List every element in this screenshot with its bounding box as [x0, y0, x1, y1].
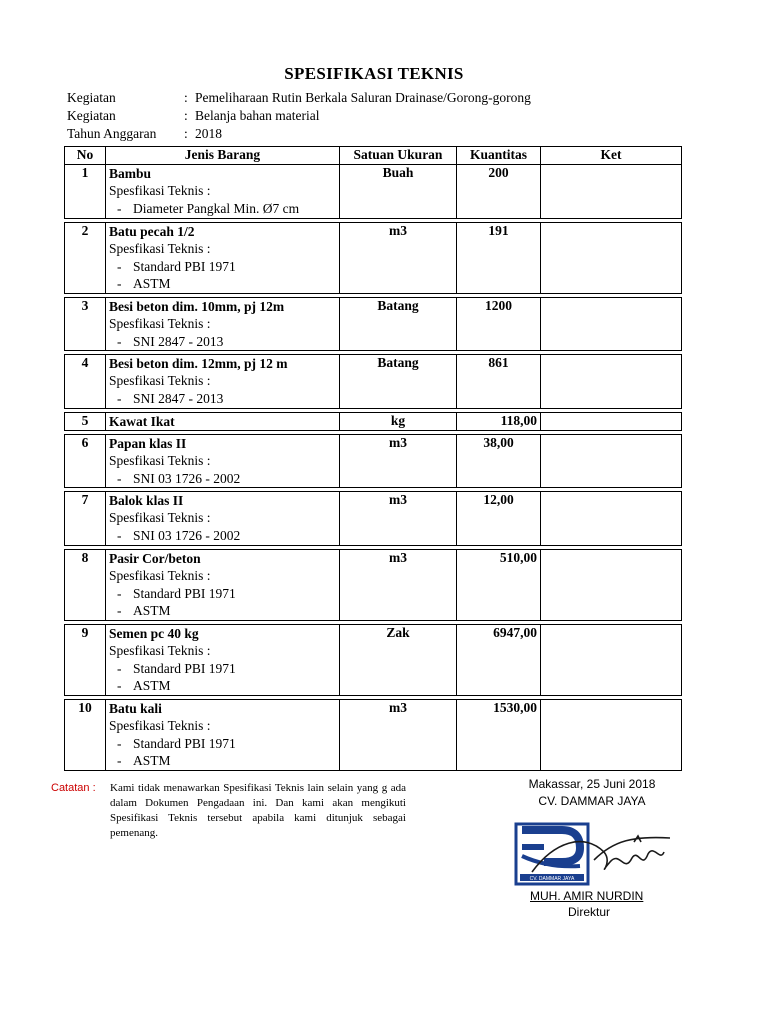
column-header-notes: Ket	[541, 147, 682, 165]
spec-label: Spesfikasi Teknis :	[109, 240, 211, 256]
item-quantity: 861	[457, 355, 541, 409]
item-unit: Batang	[340, 297, 457, 351]
meta-value: Pemeliharaan Rutin Berkala Saluran Drainase/Gorong-gorong	[195, 90, 531, 105]
table-body	[65, 165, 682, 771]
item-notes	[541, 624, 682, 695]
item-description	[106, 492, 340, 546]
spec-text: SNI 2847 - 2013	[133, 391, 224, 406]
spec-item: - ASTM	[117, 276, 171, 291]
meta-separator: :	[184, 108, 188, 123]
meta-row	[67, 107, 531, 125]
meta-label: Tahun Anggaran	[67, 126, 157, 141]
spec-item: - Standard PBI 1971	[117, 735, 236, 751]
table-row	[65, 492, 682, 546]
item-quantity: 200	[457, 165, 541, 219]
item-quantity: 1200	[457, 297, 541, 351]
table-row	[65, 624, 682, 695]
spec-item: - Standard PBI 1971	[117, 258, 236, 274]
item-number: 2	[65, 222, 106, 293]
spec-label: Spesfikasi Teknis :	[109, 510, 211, 525]
item-name: Pasir Cor/beton	[109, 550, 201, 566]
meta-row	[67, 89, 531, 107]
item-name: Balok klas II	[109, 493, 184, 508]
column-header-no: No	[65, 147, 106, 165]
activity-info	[67, 89, 531, 143]
spec-text: SNI 03 1726 - 2002	[133, 528, 241, 543]
item-notes	[541, 699, 682, 770]
item-description	[106, 434, 340, 488]
spec-text: SNI 03 1726 - 2002	[133, 470, 241, 486]
spec-text: Standard PBI 1971	[133, 660, 236, 676]
item-description	[106, 297, 340, 351]
spec-item: - ASTM	[117, 753, 171, 768]
note-text: Kami tidak menawarkan Spesifikasi Teknis lain selain yang g ada dalam Dokumen Pengadaan ini. Dan kami akan mengikuti Spesifikasi Teknis tersebut apabila kami ditunjuk sebagai pemenang.	[110, 782, 406, 839]
item-notes	[541, 412, 682, 430]
item-number: 10	[65, 699, 106, 770]
table-row	[65, 699, 682, 770]
column-header-item: Jenis Barang	[106, 147, 340, 165]
item-number: 7	[65, 492, 106, 546]
item-number: 9	[65, 624, 106, 695]
item-name: Kawat Ikat	[109, 413, 175, 429]
item-unit: m3	[340, 492, 457, 546]
column-header-unit: Satuan Ukuran	[340, 147, 457, 165]
item-notes	[541, 355, 682, 409]
spec-label: Spesfikasi Teknis :	[109, 373, 211, 388]
item-number: 8	[65, 549, 106, 620]
item-name: Semen pc 40 kg	[109, 625, 199, 641]
spec-item: - ASTM	[117, 603, 171, 618]
item-unit: m3	[340, 434, 457, 488]
item-quantity: 510,00	[457, 549, 541, 620]
meta-separator: :	[184, 90, 188, 105]
item-name: Bambu	[109, 166, 152, 181]
spec-text: ASTM	[133, 603, 171, 618]
table-row	[65, 412, 682, 430]
item-unit: Buah	[340, 165, 457, 219]
item-description	[106, 699, 340, 770]
item-description	[106, 165, 340, 219]
item-number: 4	[65, 355, 106, 409]
item-quantity: 38,00	[457, 434, 541, 488]
meta-value: 2018	[195, 126, 222, 141]
note-label: Catatan :	[51, 782, 96, 794]
document-title: SPESIFIKASI TEKNIS	[284, 64, 464, 83]
signature-block	[504, 776, 680, 810]
table-row	[65, 549, 682, 620]
spec-label: Spesfikasi Teknis :	[109, 567, 211, 583]
spec-item: - SNI 2847 - 2013	[117, 333, 224, 349]
spec-item: - Standard PBI 1971	[117, 585, 236, 601]
item-notes	[541, 434, 682, 488]
item-name: Batu pecah 1/2	[109, 223, 195, 239]
item-notes	[541, 222, 682, 293]
table-row	[65, 434, 682, 488]
signatory-name: MUH. AMIR NURDIN	[530, 889, 644, 903]
spec-item: - SNI 03 1726 - 2002	[117, 470, 241, 486]
item-name: Besi beton dim. 10mm, pj 12m	[109, 298, 285, 314]
item-notes	[541, 549, 682, 620]
table-row	[65, 297, 682, 351]
company-name: CV. DAMMAR JAYA	[538, 794, 646, 808]
spec-text: ASTM	[133, 276, 171, 291]
spec-item: - SNI 2847 - 2013	[117, 391, 224, 406]
meta-row	[67, 125, 531, 143]
item-unit: kg	[340, 412, 457, 430]
item-description	[106, 624, 340, 695]
item-unit: Batang	[340, 355, 457, 409]
meta-label: Kegiatan	[67, 90, 116, 105]
item-description	[106, 549, 340, 620]
item-number: 3	[65, 297, 106, 351]
item-description	[106, 355, 340, 409]
item-number: 5	[65, 412, 106, 430]
item-number: 6	[65, 434, 106, 488]
item-notes	[541, 492, 682, 546]
item-quantity: 6947,00	[457, 624, 541, 695]
item-number: 1	[65, 165, 106, 219]
item-name: Papan klas II	[109, 435, 187, 451]
stamp-text: CV. DAMMAR JAYA	[529, 876, 575, 882]
spec-label: Spesfikasi Teknis :	[109, 183, 211, 198]
spec-text: Diameter Pangkal Min. Ø7 cm	[133, 201, 300, 216]
item-unit: m3	[340, 699, 457, 770]
item-quantity: 12,00	[457, 492, 541, 546]
table-row	[65, 165, 682, 219]
item-quantity: 191	[457, 222, 541, 293]
meta-label: Kegiatan	[67, 108, 116, 123]
item-name: Batu kali	[109, 700, 162, 716]
meta-value: Belanja bahan material	[195, 108, 320, 123]
spec-label: Spesfikasi Teknis :	[109, 452, 211, 468]
spec-text: Standard PBI 1971	[133, 585, 236, 601]
item-unit: m3	[340, 222, 457, 293]
item-notes	[541, 297, 682, 351]
company-stamp-signature	[514, 822, 674, 890]
spec-item: - Standard PBI 1971	[117, 660, 236, 676]
spec-label: Spesfikasi Teknis :	[109, 642, 211, 658]
spec-label: Spesfikasi Teknis :	[109, 717, 211, 733]
item-description	[106, 222, 340, 293]
column-header-quantity: Kuantitas	[457, 147, 541, 165]
item-notes	[541, 165, 682, 219]
table-header-row	[65, 147, 682, 165]
stamp-icon	[516, 824, 588, 884]
item-unit: m3	[340, 549, 457, 620]
spec-item: - ASTM	[117, 678, 171, 693]
table-row	[65, 355, 682, 409]
item-quantity: 1530,00	[457, 699, 541, 770]
item-unit: Zak	[340, 624, 457, 695]
spec-text: Standard PBI 1971	[133, 735, 236, 751]
item-quantity: 118,00	[457, 412, 541, 430]
spec-text: ASTM	[133, 678, 171, 693]
signatory-position: Direktur	[568, 905, 611, 919]
spec-text: SNI 2847 - 2013	[133, 333, 224, 349]
place-date: Makassar, 25 Juni 2018	[528, 777, 656, 791]
spec-item: - Diameter Pangkal Min. Ø7 cm	[117, 201, 300, 216]
spec-text: Standard PBI 1971	[133, 258, 236, 274]
specification-table	[64, 146, 682, 771]
spec-label: Spesfikasi Teknis :	[109, 315, 211, 331]
table-row	[65, 222, 682, 293]
item-name: Besi beton dim. 12mm, pj 12 m	[109, 356, 288, 371]
item-description	[106, 412, 340, 430]
spec-item: - SNI 03 1726 - 2002	[117, 528, 241, 543]
meta-separator: :	[184, 126, 188, 141]
spec-text: ASTM	[133, 753, 171, 768]
